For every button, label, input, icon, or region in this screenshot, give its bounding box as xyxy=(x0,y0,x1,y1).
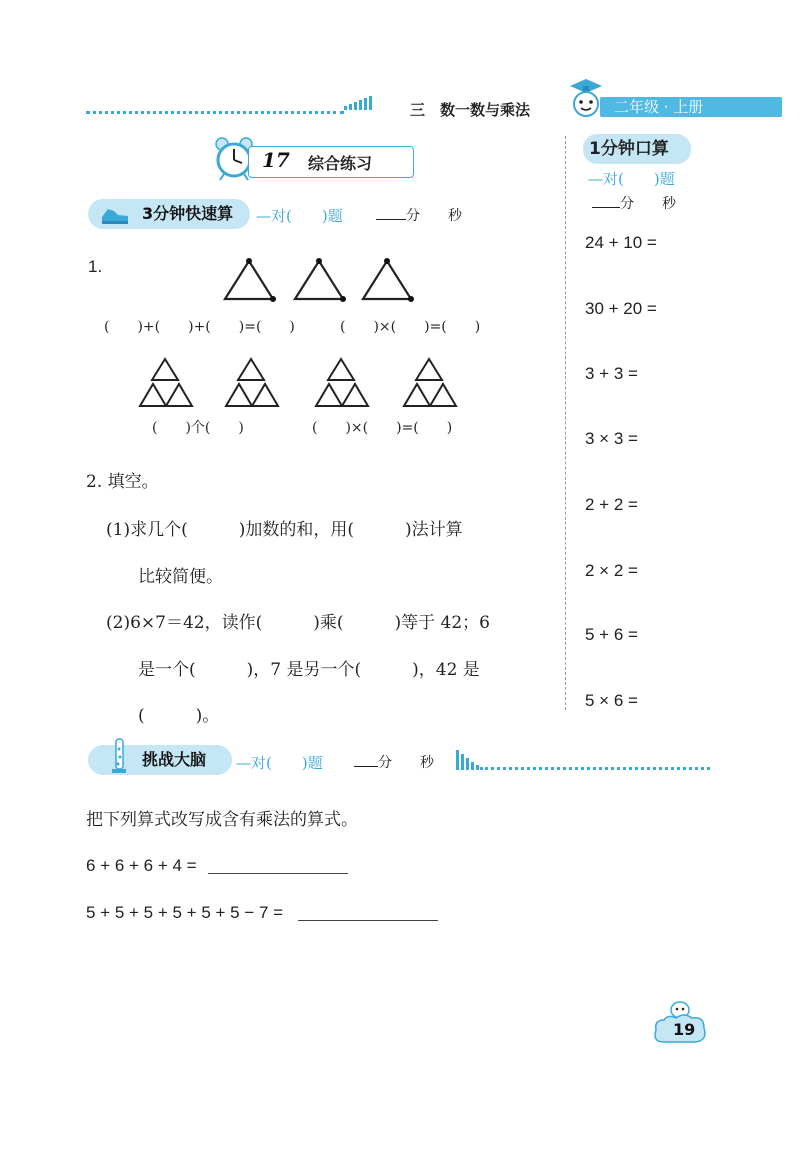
eq2-answer-line[interactable] xyxy=(298,920,438,921)
challenge-time xyxy=(354,752,434,772)
quick-calc-label: 3分钟快速算 xyxy=(142,204,234,223)
challenge-bars-decoration xyxy=(456,750,479,770)
challenge-minutes-blank[interactable] xyxy=(354,752,378,767)
oral-calc-time xyxy=(592,193,676,213)
q2-part1-line1: (1)求几个( )加数的和，用( )法计算 xyxy=(106,520,463,540)
triangle-groups-row2 xyxy=(138,356,458,412)
eq1-answer-line[interactable] xyxy=(208,873,348,874)
lesson-title: 综合练习 xyxy=(308,154,373,173)
oral-calc-time-text: 分 秒 xyxy=(620,196,676,212)
oral-item: 3 × 3 = xyxy=(585,429,638,448)
oral-minutes-blank[interactable] xyxy=(592,193,620,208)
challenge-time-text: 分 秒 xyxy=(378,755,434,771)
q2-part2-line1: (2)6×7＝42，读作( )乘( )等于 42；6 xyxy=(106,613,490,633)
q2-part2-line2: 是一个( )，7 是另一个( )，42 是 xyxy=(138,660,480,680)
challenge-dotted-line xyxy=(480,767,710,770)
chapter-title: 三 数一数与乘法 xyxy=(410,101,531,119)
q2-part2-line3: ( )。 xyxy=(138,706,220,726)
grade-banner: 二年级 · 上册 xyxy=(600,97,782,117)
giraffe-icon xyxy=(108,737,130,775)
q2-title: 2. 填空。 xyxy=(86,472,159,492)
quick-calc-label-box xyxy=(88,199,250,229)
oral-item: 5 × 6 = xyxy=(585,691,638,710)
q1-row2-groups: ( )个( ) xyxy=(152,420,244,436)
lesson-number: 17 xyxy=(262,148,290,172)
oral-item: 2 + 2 = xyxy=(585,495,638,514)
q1-row1-multiplication: ( )×( )=( ) xyxy=(340,319,481,335)
oral-calc-label: 1分钟口算 xyxy=(583,134,691,164)
oral-item: 5 + 6 = xyxy=(585,625,638,644)
challenge-instruction: 把下列算式改写成含有乘法的算式。 xyxy=(86,810,358,830)
challenge-eq2: 5 + 5 + 5 + 5 + 5 + 5 − 7 = xyxy=(86,903,284,922)
sneaker-icon xyxy=(100,203,130,225)
column-divider xyxy=(565,136,566,710)
oral-item: 2 × 2 = xyxy=(585,561,638,580)
quick-calc-time xyxy=(376,205,462,225)
q1-number: 1. xyxy=(88,257,103,276)
challenge-label-box xyxy=(88,745,232,775)
matchstick-triangles-row1 xyxy=(220,256,420,306)
minutes-blank[interactable] xyxy=(376,205,406,220)
header-bars-decoration xyxy=(344,96,372,110)
page-number: 19 xyxy=(673,1020,696,1039)
oral-calc-correct: —对( )题 xyxy=(588,170,675,188)
challenge-eq1: 6 + 6 + 6 + 4 = xyxy=(86,856,197,875)
header-dotted-line xyxy=(86,111,344,114)
challenge-label: 挑战大脑 xyxy=(142,750,207,769)
oral-item: 24 + 10 = xyxy=(585,233,657,252)
q1-row1-addition: ( )+( )+( )=( ) xyxy=(104,319,295,335)
quick-calc-time-text: 分 秒 xyxy=(406,208,462,224)
oral-item: 3 + 3 = xyxy=(585,364,638,383)
quick-calc-correct: —对( )题 xyxy=(256,207,343,225)
q2-part1-line2: 比较简便。 xyxy=(138,567,223,587)
q1-row2-multiplication: ( )×( )=( ) xyxy=(312,420,453,436)
oral-item: 30 + 20 = xyxy=(585,299,657,318)
challenge-correct: —对( )题 xyxy=(236,754,323,772)
